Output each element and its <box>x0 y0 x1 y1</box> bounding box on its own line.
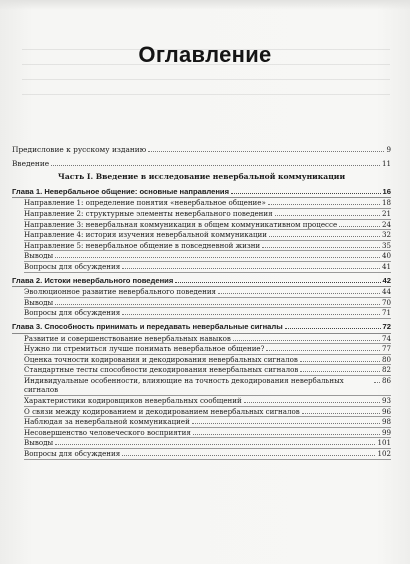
toc-page-number: 40 <box>381 251 391 261</box>
toc-front-preface[interactable] <box>12 145 391 155</box>
row-divider <box>24 459 391 460</box>
toc-entry-label: Глава 2. Истоки невербального поведения <box>12 275 174 285</box>
dot-leader <box>300 371 380 372</box>
page-title: Оглавление <box>138 42 272 67</box>
toc-entry-label: Оценка точности кодирования и декодирования невербальных сигналов <box>24 354 298 364</box>
row-divider <box>24 272 391 273</box>
toc-page-number: 16 <box>382 186 391 196</box>
toc-page-number: 101 <box>377 438 391 448</box>
dot-leader <box>302 413 380 414</box>
toc-section[interactable] <box>12 262 391 272</box>
dot-leader <box>193 434 380 435</box>
toc-entry-label: Эволюционное развитие невербального поведения <box>24 287 217 297</box>
toc-section[interactable] <box>12 220 391 230</box>
table-of-contents <box>12 145 391 460</box>
dot-leader <box>266 350 380 351</box>
dot-leader <box>55 257 380 258</box>
dot-leader <box>339 226 380 227</box>
toc-entry-label: Направление 3: невербальная коммуникация в общем коммуникативном процессе <box>24 219 338 229</box>
toc-section[interactable] <box>12 428 391 438</box>
toc-page-number: 80 <box>381 354 391 364</box>
toc-entry-label: Выводы <box>24 297 54 307</box>
toc-entry-label: Предисловие к русскому изданию <box>12 145 147 154</box>
toc-section[interactable] <box>12 417 391 427</box>
toc-entry-label: Характеристики кодировщиков невербальных сообщений <box>24 396 242 406</box>
dot-leader <box>192 423 380 424</box>
toc-section[interactable] <box>12 355 391 365</box>
dot-leader <box>300 361 380 362</box>
dot-leader <box>233 340 380 341</box>
toc-chapter-3[interactable] <box>12 322 391 334</box>
toc-section[interactable] <box>12 241 391 251</box>
toc-page-number: 93 <box>381 396 391 406</box>
toc-page-number: 72 <box>382 321 391 331</box>
toc-entry-label: О связи между кодированием и декодированием невербальных сигналов <box>24 406 300 416</box>
toc-entry-label: Глава 1. Невербальное общение: основные направления <box>12 186 230 196</box>
toc-entry-label: Стандартные тесты способности декодирования невербальных сигналов <box>24 365 299 375</box>
toc-entry-label: Выводы <box>24 251 54 261</box>
toc-entry-label: Глава 3. Способность принимать и передавать невербальные сигналы <box>12 321 283 331</box>
toc-chapters <box>12 187 391 460</box>
dot-leader <box>55 444 375 445</box>
dot-leader <box>122 268 380 269</box>
toc-page-number: 70 <box>381 297 391 307</box>
toc-section[interactable] <box>12 334 391 344</box>
toc-page-number: 42 <box>382 275 391 285</box>
toc-page-number: 99 <box>381 427 391 437</box>
toc-entry-label: Направление 1: определение понятия «невербальное общение» <box>24 198 266 208</box>
toc-section[interactable] <box>12 365 391 375</box>
toc-entry-label: Несовершенство человеческого восприятия <box>24 427 191 437</box>
toc-entry-label: Направление 5: невербальное общение в повседневной жизни <box>24 240 261 250</box>
toc-section[interactable] <box>12 376 391 395</box>
toc-section[interactable] <box>12 396 391 406</box>
dot-leader <box>122 314 380 315</box>
dot-leader <box>262 247 380 248</box>
toc-section[interactable] <box>12 251 391 261</box>
dot-leader <box>285 328 381 329</box>
dot-leader <box>374 382 380 383</box>
dot-leader <box>55 304 380 305</box>
toc-page-number: 102 <box>377 449 391 459</box>
dot-leader <box>218 293 380 294</box>
toc-chapter-2[interactable] <box>12 276 391 288</box>
toc-page-number: 86 <box>381 375 391 385</box>
toc-entry-label: Вопросы для обсуждения <box>24 261 121 271</box>
toc-page-number: 24 <box>381 219 391 229</box>
toc-entry-label: Наблюдая за невербальной коммуникацией <box>24 417 190 427</box>
toc-section[interactable] <box>12 449 391 459</box>
toc-section[interactable] <box>12 209 391 219</box>
dot-leader <box>269 236 380 237</box>
toc-page-number: 35 <box>381 240 391 250</box>
toc-entry-label: Направление 4: история изучения невербальной коммуникации <box>24 230 267 240</box>
toc-section[interactable] <box>12 438 391 448</box>
toc-section[interactable] <box>12 308 391 318</box>
toc-page-number: 74 <box>381 333 391 343</box>
toc-entry-label: Направление 2: структурные элементы невербального поведения <box>24 208 273 218</box>
toc-page-number: 21 <box>381 208 391 218</box>
page-top-shadow <box>0 0 410 10</box>
toc-section[interactable] <box>12 198 391 208</box>
toc-page-number: 98 <box>381 417 391 427</box>
toc-entry-label: Вопросы для обсуждения <box>24 449 121 459</box>
toc-page-number: 32 <box>381 230 391 240</box>
toc-page-number: 77 <box>381 344 391 354</box>
dot-leader <box>148 151 384 152</box>
row-divider <box>24 318 391 319</box>
toc-page-number: 71 <box>381 308 391 318</box>
toc-page-number: 41 <box>381 261 391 271</box>
toc-section[interactable] <box>12 287 391 297</box>
toc-page-number: 96 <box>381 406 391 416</box>
toc-page-number: 82 <box>381 365 391 375</box>
dot-leader <box>231 193 381 194</box>
toc-page-number: 18 <box>381 198 391 208</box>
toc-front-intro[interactable] <box>12 159 391 169</box>
toc-page-number: 44 <box>381 287 391 297</box>
toc-entry-label: Развитие и совершенствование невербальных навыков <box>24 333 231 343</box>
dot-leader <box>275 215 380 216</box>
toc-entry-label: Нужно ли стремиться лучше понимать невербальное общение? <box>24 344 265 354</box>
toc-section[interactable] <box>12 344 391 354</box>
dot-leader <box>268 204 380 205</box>
toc-entry-label: Выводы <box>24 438 54 448</box>
toc-chapter-1[interactable] <box>12 187 391 199</box>
toc-section[interactable] <box>12 230 391 240</box>
dot-leader <box>244 402 380 403</box>
dot-leader <box>175 282 380 283</box>
toc-entry-label: Индивидуальные особенности, влияющие на точность декодирования невербальных сигналов <box>24 375 344 395</box>
toc-entry-label: Введение <box>12 158 50 168</box>
toc-page-number: 11 <box>381 158 391 168</box>
toc-page-number: 9 <box>386 145 391 154</box>
dot-leader <box>51 165 380 166</box>
dot-leader <box>122 455 375 456</box>
toc-entry-label: Вопросы для обсуждения <box>24 308 121 318</box>
toc-section[interactable] <box>12 298 391 308</box>
toc-section[interactable] <box>12 407 391 417</box>
toc-part-heading: Часть I. Введение в исследование невербальной коммуникации <box>57 172 346 182</box>
